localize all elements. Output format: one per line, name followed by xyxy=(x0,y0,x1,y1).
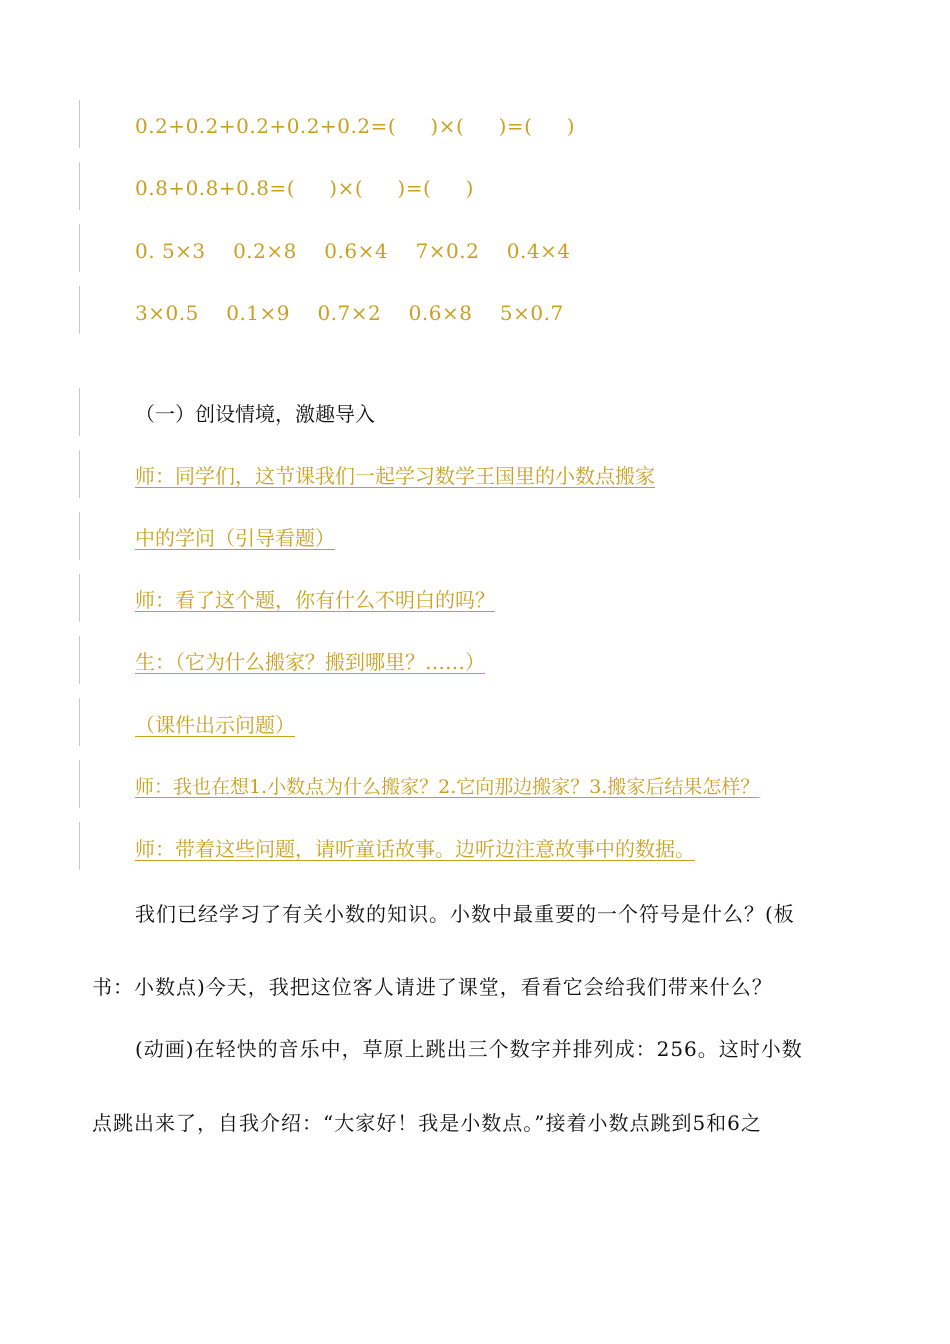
dialogue-line: 师：带着这些问题，请听童话故事。边听边注意故事中的数据。 xyxy=(135,837,695,861)
section-heading: （一）创设情境，激趣导入 xyxy=(135,402,375,426)
margin-marker xyxy=(79,286,80,334)
exercise-row-1: 0. 5×3 0.2×8 0.6×4 7×0.2 0.4×4 xyxy=(135,239,571,263)
margin-marker xyxy=(79,224,80,272)
dialogue-line: 生：（它为什么搬家？搬到哪里？……） xyxy=(135,650,485,674)
margin-marker xyxy=(79,636,80,684)
margin-marker xyxy=(79,100,80,148)
exercise-equation-2: 0.8+0.8+0.8=( )×( )=( ) xyxy=(135,176,474,200)
margin-marker xyxy=(79,698,80,746)
dialogue-line: （课件出示问题） xyxy=(135,713,295,737)
dialogue-line: 师：看了这个题，你有什么不明白的吗？ xyxy=(135,588,495,612)
exercise-equation-1: 0.2+0.2+0.2+0.2+0.2=( )×( )=( ) xyxy=(135,114,576,138)
margin-marker xyxy=(79,512,80,560)
paragraph-line: 书：小数点)今天，我把这位客人请进了课堂，看看它会给我们带来什么？ xyxy=(92,975,773,999)
margin-marker xyxy=(79,760,80,808)
paragraph-line: 点跳出来了，自我介绍：“大家好！我是小数点。”接着小数点跳到5和6之 xyxy=(92,1111,762,1135)
margin-marker xyxy=(79,574,80,622)
dialogue-line: 中的学问（引导看题） xyxy=(135,526,335,550)
margin-marker xyxy=(79,450,80,498)
dialogue-line: 师：我也在想1.小数点为什么搬家？2.它向那边搬家？3.搬家后结果怎样？ xyxy=(135,776,760,798)
margin-marker xyxy=(79,822,80,870)
paragraph-line: 我们已经学习了有关小数的知识。小数中最重要的一个符号是什么？(板 xyxy=(135,902,795,926)
dialogue-line: 师：同学们，这节课我们一起学习数学王国里的小数点搬家 xyxy=(135,464,655,488)
margin-marker xyxy=(79,388,80,436)
margin-marker xyxy=(79,162,80,210)
paragraph-line: (动画)在轻快的音乐中，草原上跳出三个数字并排列成：256。这时小数 xyxy=(135,1037,803,1061)
exercise-row-2: 3×0.5 0.1×9 0.7×2 0.6×8 5×0.7 xyxy=(135,301,564,325)
